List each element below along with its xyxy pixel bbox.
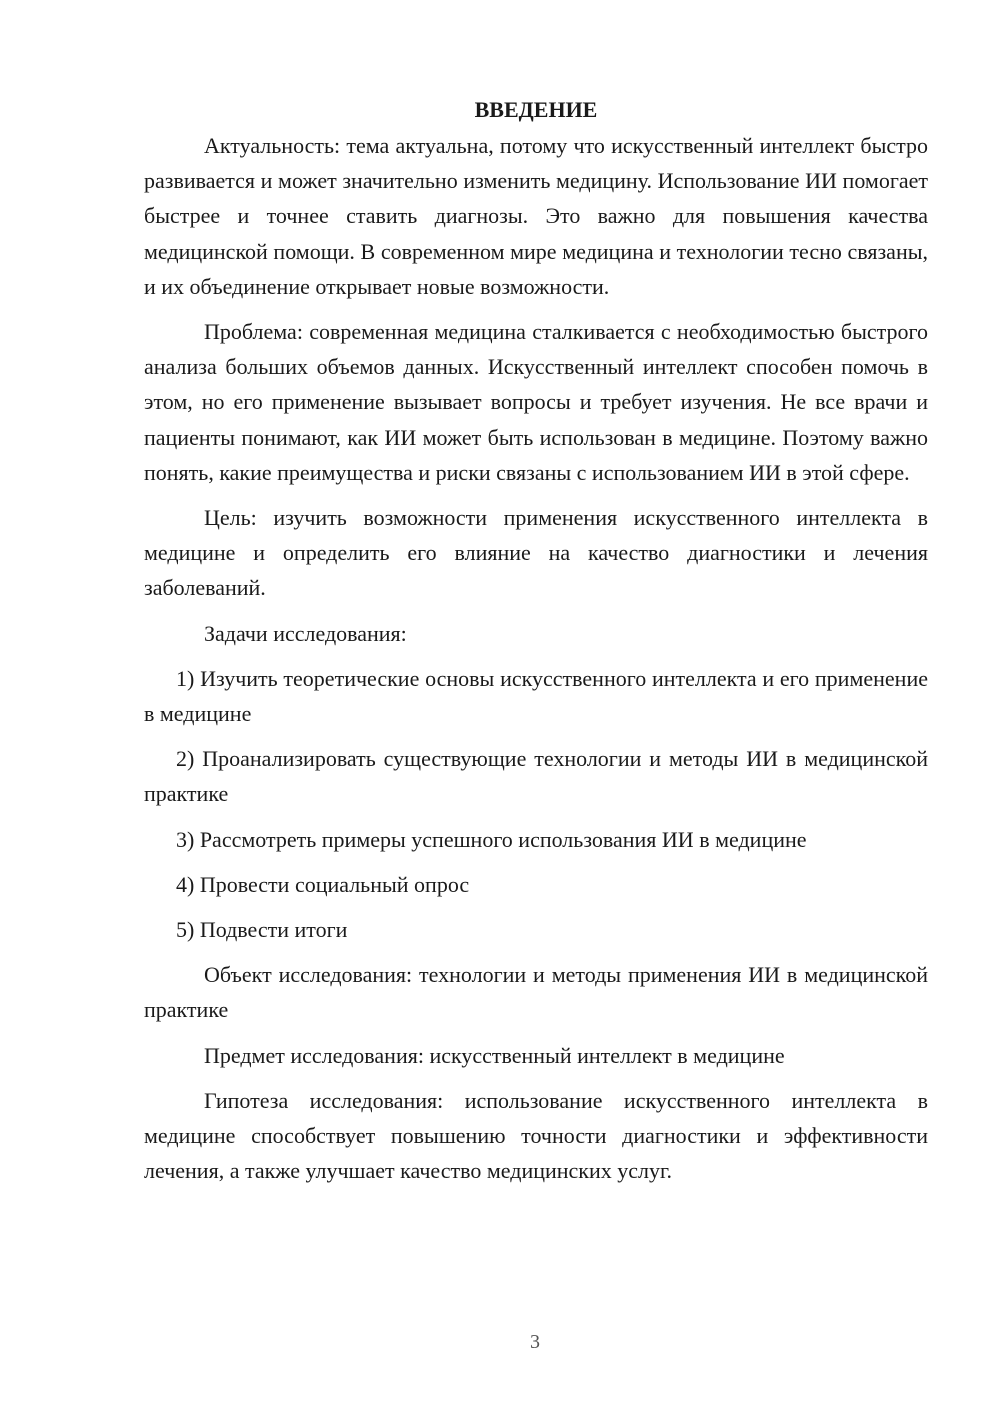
goal-paragraph: Цель: изучить возможности применения искусственного интеллекта в медицине и определить его влияние на качество диагностики и лечения заболеваний. [144,505,928,601]
hypothesis-paragraph: Гипотеза исследования: использование искусственного интеллекта в медицине способствует повышению точности диагностики и эффективности лечения, а также улучшает качество медицинских услуг. [144,1087,928,1184]
task-item: 1) Изучить теоретические основы искусственного интеллекта и его применение в медицине [144,665,928,727]
relevance-paragraph: Актуальность: тема актуальна, потому что искусственный интеллект быстро развивается и может значительно изменить медицину. Использование ИИ помогает быстрее и точнее ставить диагнозы. Это важно для повышения качества медицинской помощи. В современном мире медицина и технологии тесно связаны, и их объединение открывает новые возможности. [144,133,928,299]
subject-paragraph: Предмет исследования: искусственный интеллект в медицине [204,1042,785,1068]
section-title: ВВЕДЕНИЕ [474,97,598,122]
problem-paragraph: Проблема: современная медицина сталкивается с необходимостью быстрого анализа больших объемов данных. Искусственный интеллект способен помочь в этом, но его применение вызывает вопросы и требует изучения. Не все врачи и пациенты понимают, как ИИ может быть использован в медицине. Поэтому важно понять, какие преимущества и риски связаны с использованием ИИ в этой сфере. [144,319,928,485]
task-item: 5) Подвести итоги [176,917,348,943]
page-content [144,94,928,1198]
task-item: 4) Провести социальный опрос [176,871,470,897]
page-number: 3 [530,1331,540,1353]
task-item: 2) Проанализировать существующие технологии и методы ИИ в медицинской практике [144,746,928,807]
object-paragraph: Объект исследования: технологии и методы применения ИИ в медицинской практике [144,962,928,1023]
task-item: 3) Рассмотреть примеры успешного использования ИИ в медицине [176,826,807,852]
tasks-heading: Задачи исследования: [204,620,407,646]
